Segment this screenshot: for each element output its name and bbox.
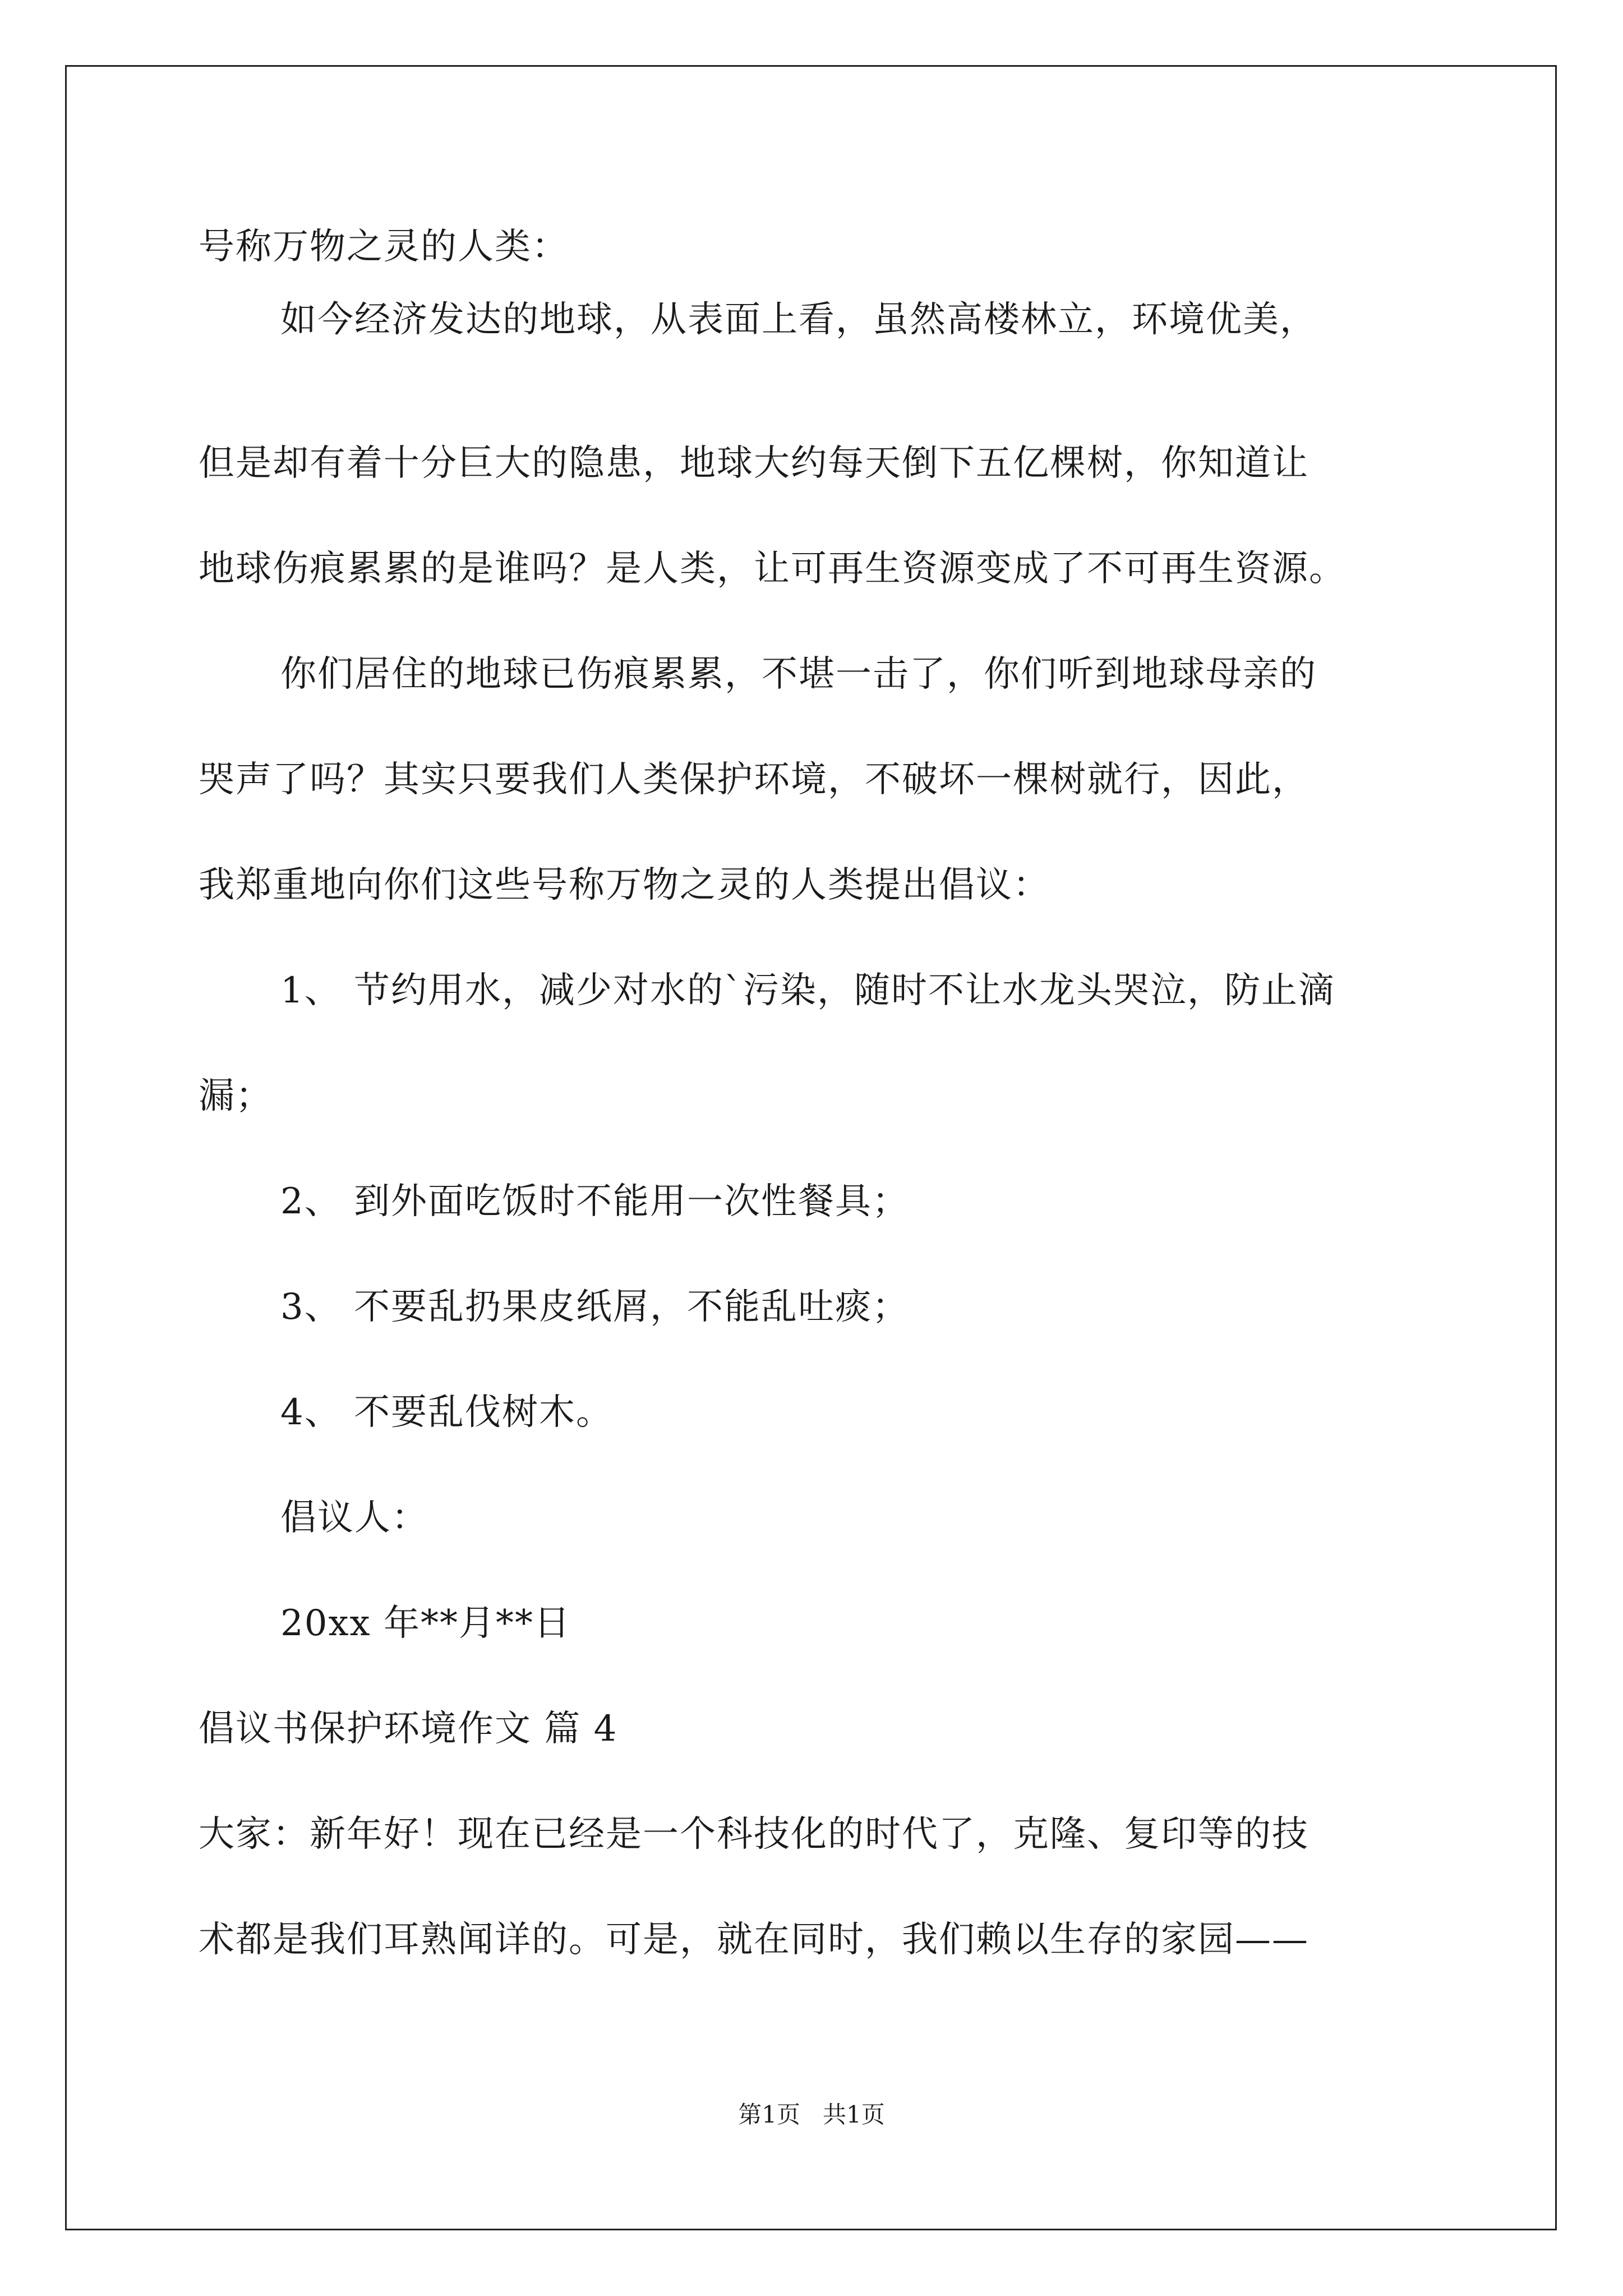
paragraph-line: 但是却有着十分巨大的隐患，地球大约每天倒下五亿棵树，你知道让 xyxy=(199,443,1309,484)
paragraph-line: 术都是我们耳熟闻详的。可是，就在同时，我们赖以生存的家园—— xyxy=(199,1919,1309,1961)
page-footer: 第1页 共1页 xyxy=(738,2101,885,2128)
list-item: 2、 到外面吃饭时不能用一次性餐具； xyxy=(280,1181,910,1222)
salutation: 号称万物之灵的人类： xyxy=(199,226,569,268)
signature-label: 倡议人： xyxy=(280,1497,428,1539)
paragraph-line: 地球伤痕累累的是谁吗？是人类，让可再生资源变成了不可再生资源。 xyxy=(199,548,1346,590)
list-item: 1、 节约用水，减少对水的`污染，随时不让水龙头哭泣，防止滴 xyxy=(280,970,1336,1011)
date-line: 20xx 年**月**日 xyxy=(280,1603,571,1644)
list-item-continuation: 漏； xyxy=(199,1075,273,1117)
paragraph-line: 如今经济发达的地球，从表面上看，虽然高楼林立，环境优美， xyxy=(280,299,1317,341)
paragraph-line: 大家：新年好！现在已经是一个科技化的时代了，克隆、复印等的技 xyxy=(199,1814,1309,1855)
section-heading: 倡议书保护环境作文 篇 4 xyxy=(199,1708,618,1750)
paragraph-line: 我郑重地向你们这些号称万物之灵的人类提出倡议： xyxy=(199,864,1050,906)
paragraph-line: 哭声了吗？其实只要我们人类保护环境，不破坏一棵树就行，因此， xyxy=(199,759,1309,800)
list-item: 3、 不要乱扔果皮纸屑，不能乱吐痰； xyxy=(280,1286,910,1328)
page-border xyxy=(65,65,1557,2230)
list-item: 4、 不要乱伐树木。 xyxy=(280,1392,614,1433)
paragraph-line: 你们居住的地球已伤痕累累，不堪一击了，你们听到地球母亲的 xyxy=(280,654,1317,695)
